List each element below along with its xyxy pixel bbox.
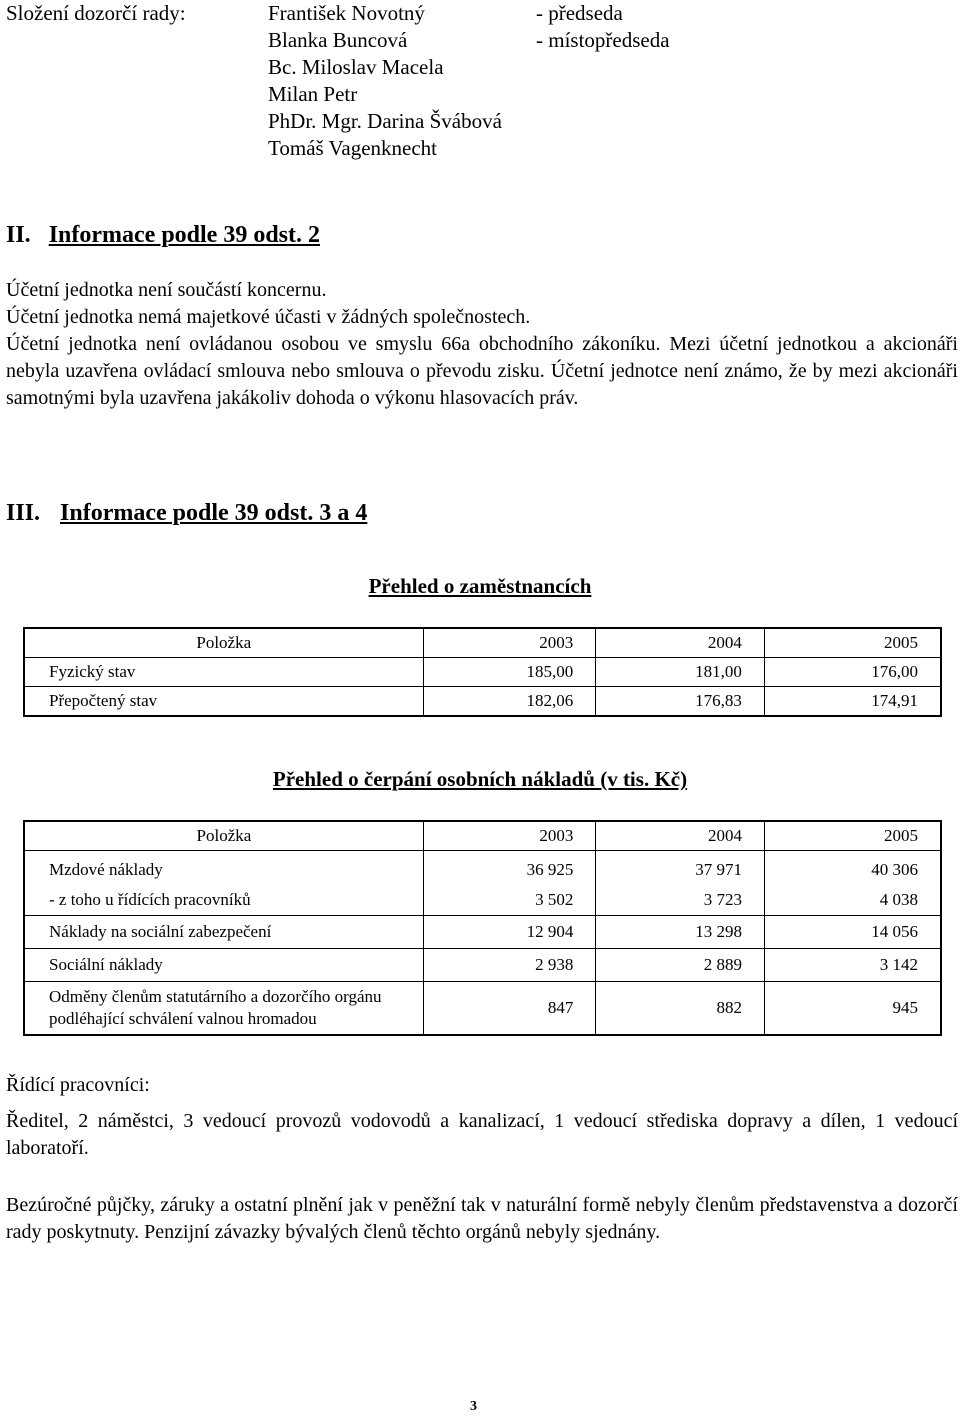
- board-label: Složení dozorčí rady:: [6, 1, 186, 25]
- table-cell: 3 142: [764, 949, 941, 982]
- table-cell-label: [24, 851, 423, 916]
- table-cell-value: 3 723: [703, 890, 742, 909]
- table-header-cell: 2005: [764, 821, 941, 851]
- loans-paragraph: Bezúročné půjčky, záruky a ostatní plnění jak v peněžní tak v naturální formě nebyly členům představenstva a dozorčí rady poskytnuty. Penzijní závazky bývalých členů těchto orgánů nebyly sjednány.: [6, 1194, 958, 1243]
- board-member-name: František Novotný: [268, 1, 425, 25]
- section-2-paragraph: Účetní jednotka není ovládanou osobou ve smyslu 66a obchodního zákoníku. Mezi účetní jednotkou a akcionáři nebyla uzavřena ovládací smlouva nebo smlouva o převodu zisku. Účetní jednotce není známo, že by mezi akcionáři samotnými byla uzavřena jakákoliv dohoda o výkonu hlasovacích práv.: [6, 333, 958, 409]
- section-number: II.: [6, 222, 31, 248]
- section-2-line: Účetní jednotka nemá majetkové účasti v žádných společnostech.: [6, 306, 531, 328]
- board-member-name: Bc. Miloslav Macela: [268, 55, 444, 79]
- table-header-cell: 2004: [596, 628, 765, 658]
- managers-paragraph: Ředitel, 2 náměstci, 3 vedoucí provozů vodovodů a kanalizací, 1 vedoucí střediska dopravy a dílen, 1 vedoucí laboratoří.: [6, 1110, 958, 1159]
- table-header-row: [24, 821, 941, 851]
- section-3-heading: [6, 498, 367, 528]
- table-header-cell: 2005: [764, 628, 941, 658]
- table-cell: 882: [596, 982, 765, 1036]
- table-row: [24, 851, 941, 916]
- table-row: [24, 916, 941, 949]
- table-cell-value: 4 038: [879, 890, 918, 909]
- section-2-heading: [6, 220, 320, 250]
- table-cell-label: Náklady na sociální zabezpečení: [24, 916, 423, 949]
- table-header-cell: 2003: [423, 821, 596, 851]
- table-cell: 2 889: [596, 949, 765, 982]
- section-2-line: Účetní jednotka není součástí koncernu.: [6, 279, 327, 301]
- table-cell: 12 904: [423, 916, 596, 949]
- board-member-role: - místopředseda: [536, 28, 670, 52]
- board-member-name: Tomáš Vagenknecht: [268, 136, 438, 160]
- table-cell: 174,91: [764, 687, 941, 717]
- costs-table-title: Přehled o čerpání osobních nákladů (v tis. Kč): [272, 767, 688, 791]
- board-member-name: Blanka Buncová: [268, 28, 408, 52]
- table-cell: 181,00: [596, 658, 765, 687]
- table-cell: [764, 851, 941, 916]
- table-cell-value: 3 502: [535, 890, 574, 909]
- table-cell-label: Sociální náklady: [24, 949, 423, 982]
- table-header-cell: 2004: [596, 821, 765, 851]
- table-cell: 185,00: [423, 658, 596, 687]
- table-cell: 176,00: [764, 658, 941, 687]
- table-row: [24, 658, 941, 687]
- table-cell: 14 056: [764, 916, 941, 949]
- page-number: 3: [470, 1399, 477, 1414]
- table-cell: 945: [764, 982, 941, 1036]
- board-member-role: - předseda: [536, 1, 623, 25]
- table-header-cell: Položka: [24, 821, 423, 851]
- board-member-name: Milan Petr: [268, 82, 358, 106]
- table-cell-value: 40 306: [871, 860, 918, 879]
- table-cell-label: Fyzický stav: [24, 658, 423, 687]
- table-cell: 13 298: [596, 916, 765, 949]
- employees-table: [23, 627, 942, 717]
- table-cell: 176,83: [596, 687, 765, 717]
- table-row: [24, 982, 941, 1036]
- table-header-cell: 2003: [423, 628, 596, 658]
- employees-table-title: Přehled o zaměstnancích: [368, 574, 592, 598]
- table-cell-label: Odměny členům statutárního a dozorčího orgánu podléhající schválení valnou hromadou: [24, 982, 423, 1036]
- table-cell-value: 36 925: [526, 860, 574, 879]
- section-title: Informace podle 39 odst. 2: [48, 222, 321, 248]
- table-cell: 182,06: [423, 687, 596, 717]
- table-cell-label-line: Mzdové náklady: [49, 860, 163, 879]
- table-header-cell: Položka: [24, 628, 423, 658]
- table-cell: 2 938: [423, 949, 596, 982]
- managers-heading: Řídící pracovníci:: [6, 1074, 150, 1096]
- table-cell: [423, 851, 596, 916]
- costs-table: [23, 820, 942, 1036]
- table-row: [24, 949, 941, 982]
- board-member-name: PhDr. Mgr. Darina Švábová: [268, 109, 502, 133]
- table-row: [24, 687, 941, 717]
- table-header-row: [24, 628, 941, 658]
- table-cell: [596, 851, 765, 916]
- section-title: Informace podle 39 odst. 3 a 4: [60, 500, 368, 526]
- table-cell-value: 37 971: [695, 860, 742, 879]
- table-cell-label: Přepočtený stav: [24, 687, 423, 717]
- section-number: III.: [6, 500, 41, 526]
- table-cell-label-line: - z toho u řídících pracovníků: [49, 890, 251, 909]
- table-cell: 847: [423, 982, 596, 1036]
